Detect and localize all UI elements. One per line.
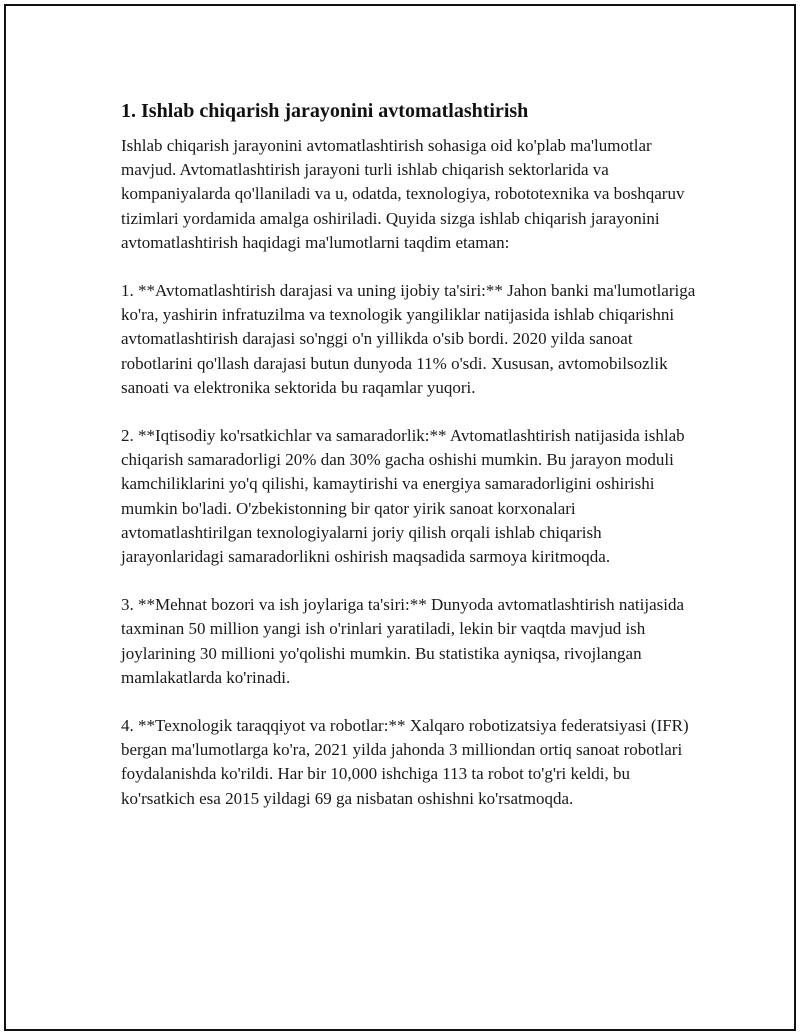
document-title: 1. Ishlab chiqarish jarayonini avtomatlashtirish [121,100,529,122]
page-frame [4,4,796,1031]
list-item: 3. **Mehnat bozori va ish joylariga ta'siri:** Dunyoda avtomatlashtirish natijasida taxminan 50 million yangi ish o'rinlari yaratiladi, lekin bir vaqtda mavjud ish joylarining 30 millioni yo'qolishi mumkin. Bu statistika ayniqsa, rivojlangan mamlakatlarda ko'rinadi. [121,595,685,687]
intro-paragraph: Ishlab chiqarish jarayonini avtomatlashtirish sohasiga oid ko'plab ma'lumotlar mavjud. Avtomatlashtirish jarayoni turli ishlab chiqarish sektorlarida va kompaniyalarda qo'llaniladi va u, odatda, texnologiya, robototexnika va boshqaruv tizimlari yordamida amalga oshiriladi. Quyida sizga ishlab chiqarish jarayonini avtomatlashtirish haqidagi ma'lumotlarni taqdim etaman: [121,136,685,252]
list-item: 4. **Texnologik taraqqiyot va robotlar:** Xalqaro robotizatsiya federatsiyasi (IFR) bergan ma'lumotlarga ko'ra, 2021 yilda jahonda 3 milliondan ortiq sanoat robotlari foydalanishda ko'rildi. Har bir 10,000 ishchiga 113 ta robot to'g'ri keldi, bu ko'rsatkich esa 2015 yildagi 69 ga nisbatan oshishni ko'rsatmoqda. [121,716,689,808]
list-item: 1. **Avtomatlashtirish darajasi va uning ijobiy ta'siri:** Jahon banki ma'lumotlariga ko'ra, yashirin infratuzilma va texnologik yangiliklar natijasida ishlab chiqarishni avtomatlashtirish darajasi so'nggi o'n yillikda o'sib bordi. 2020 yilda sanoat robotlarini qo'llash darajasi butun dunyoda 11% o'sdi. Xususan, avtomobilsozlik sanoati va elektronika sektorida bu raqamlar yuqori. [121,281,696,397]
document-body [121,98,701,835]
list-item: 2. **Iqtisodiy ko'rsatkichlar va samaradorlik:** Avtomatlashtirish natijasida ishlab chiqarish samaradorligi 20% dan 30% gacha oshishi mumkin. Bu jarayon moduli kamchiliklarini yo'q qilishi, kamaytirishi va energiya samaradorligini oshirishi mumkin bo'ladi. O'zbekistonning bir qator yirik sanoat korxonalari avtomatlashtirilgan texnologiyalarni joriy qilish orqali ishlab chiqarish jarayonlaridagi samaradorlikni oshirish maqsadida sarmoya kiritmoqda. [121,426,685,567]
